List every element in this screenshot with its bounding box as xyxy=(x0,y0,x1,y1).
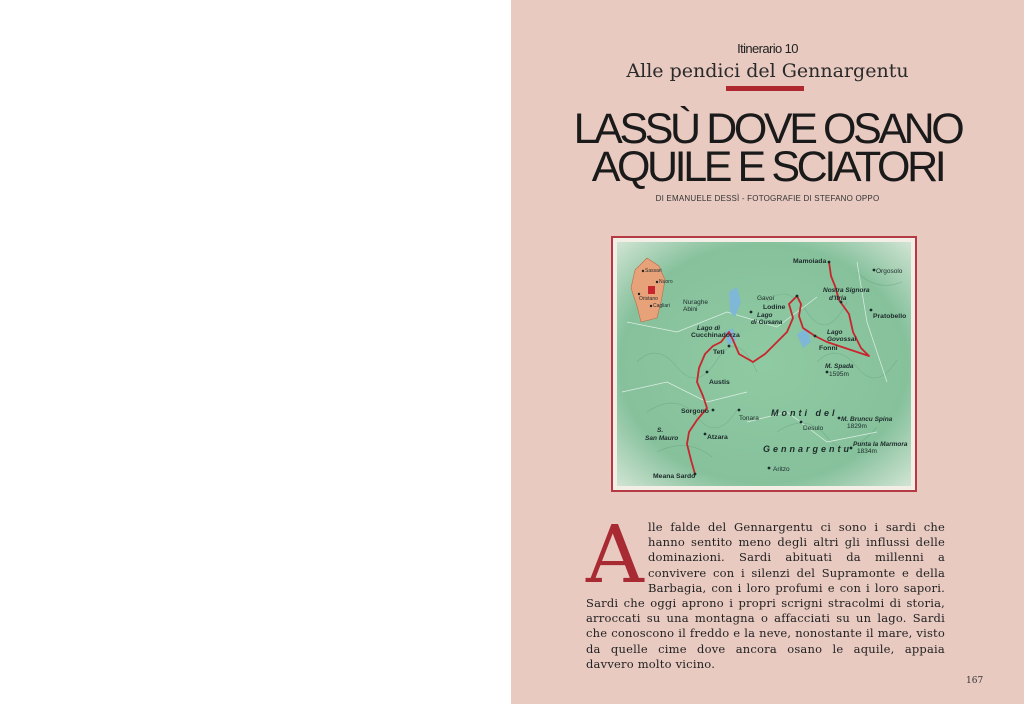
label-pratobello: Pratobello xyxy=(873,313,907,320)
inset-label-cagliari: Cagliari xyxy=(653,303,670,309)
map-graphic xyxy=(617,242,911,486)
label-m-bruncu-spina: M. Bruncu Spina xyxy=(841,416,893,423)
drop-cap: A xyxy=(586,508,644,601)
label-m-spada: M. Spada xyxy=(825,363,854,370)
label-monti-del: Monti del xyxy=(771,408,838,418)
label-lago-govossai-1: Lago xyxy=(827,329,843,336)
label-fonni: Fonni xyxy=(819,345,838,352)
label-meana-sardo: Meana Sardo xyxy=(653,473,696,480)
right-page xyxy=(511,0,1024,704)
label-gennargentu: Gennargentu xyxy=(763,444,853,454)
label-gavoi: Gavoi xyxy=(757,295,774,302)
label-atzara: Atzara xyxy=(707,434,728,441)
label-san-mauro-2: San Mauro xyxy=(645,435,679,442)
label-punta-marmora-alt: 1834m xyxy=(857,448,877,455)
label-lago-gusana-1: Lago xyxy=(757,312,773,319)
label-nostra-signora-1: Nostra Signora xyxy=(823,287,870,294)
label-lago-govossai-2: Govossai xyxy=(827,336,857,343)
article-body xyxy=(586,508,945,672)
label-nuraghe-1: Nuraghe xyxy=(683,299,708,306)
label-lago-cucchinadorza-1: Lago di xyxy=(697,325,721,332)
headline-line-1: LASSÙ DOVE OSANO xyxy=(573,105,962,153)
inset-label-nuoro: Nuoro xyxy=(659,279,673,285)
label-orgosolo: Orgosolo xyxy=(876,268,903,275)
inset-label-sassari: Sassari xyxy=(645,268,662,274)
label-teti: Teti xyxy=(713,349,725,356)
label-lago-cucchinadorza-2: Cucchinadorza xyxy=(691,332,740,339)
inset-dot-sassari xyxy=(642,270,644,272)
label-lodine: Lodine xyxy=(763,304,786,311)
page-number: 167 xyxy=(966,676,984,686)
label-aritzo: Aritzo xyxy=(773,466,790,473)
inset-dot-oristano xyxy=(638,293,640,295)
byline: DI EMANUELE DESSÌ - FOTOGRAFIE DI STEFANO OPPO xyxy=(655,194,880,203)
article-headline xyxy=(511,105,1024,191)
article-subtitle: Alle pendici del Gennargentu xyxy=(626,60,909,82)
inset-dot-cagliari xyxy=(650,305,652,307)
label-tonara: Tonara xyxy=(739,415,759,422)
label-san-mauro-1: S. xyxy=(657,427,664,434)
label-desulo: Desulo xyxy=(803,425,824,432)
title-underline xyxy=(726,86,804,91)
inset-label-oristano: Oristano xyxy=(639,296,658,302)
itinerary-map xyxy=(611,236,917,492)
inset-dot-nuoro xyxy=(656,281,658,283)
label-nuraghe-2: Abini xyxy=(683,306,698,313)
headline-line-2: AQUILE E SCIATORI xyxy=(591,143,944,191)
label-punta-marmora: Punta la Marmora xyxy=(853,441,908,448)
label-mamoiada: Mamoiada xyxy=(793,258,827,265)
inset-area-marker xyxy=(648,286,655,294)
label-m-spada-alt: 1595m xyxy=(829,371,849,378)
label-m-bruncu-spina-alt: 1829m xyxy=(847,423,867,430)
body-paragraph: lle falde del Gennargentu ci sono i sardi che hanno sentito meno degli altri gli influssi delle dominazioni. Sardi abituati da millenni a convivere con i silenzi del Supramonte e della Barbagia, con i loro profumi e con i loro sapori. Sardi che oggi aprono i propri scrigni stracolmi di storia, arroccati su una montagna o affacciati su un lago. Sardi che conoscono il freddo e la neve, nonostante il mare, visto da quelle cime dove ancora osano le aquile, appaia davvero molto vicino. xyxy=(586,520,945,671)
label-sorgono: Sorgono xyxy=(681,408,709,415)
itinerary-label: Itinerario 10 xyxy=(737,41,798,56)
label-austis: Austis xyxy=(709,379,730,386)
label-lago-gusana-2: di Gusana xyxy=(751,319,783,326)
label-nostra-signora-2: d'Itria xyxy=(829,295,847,302)
